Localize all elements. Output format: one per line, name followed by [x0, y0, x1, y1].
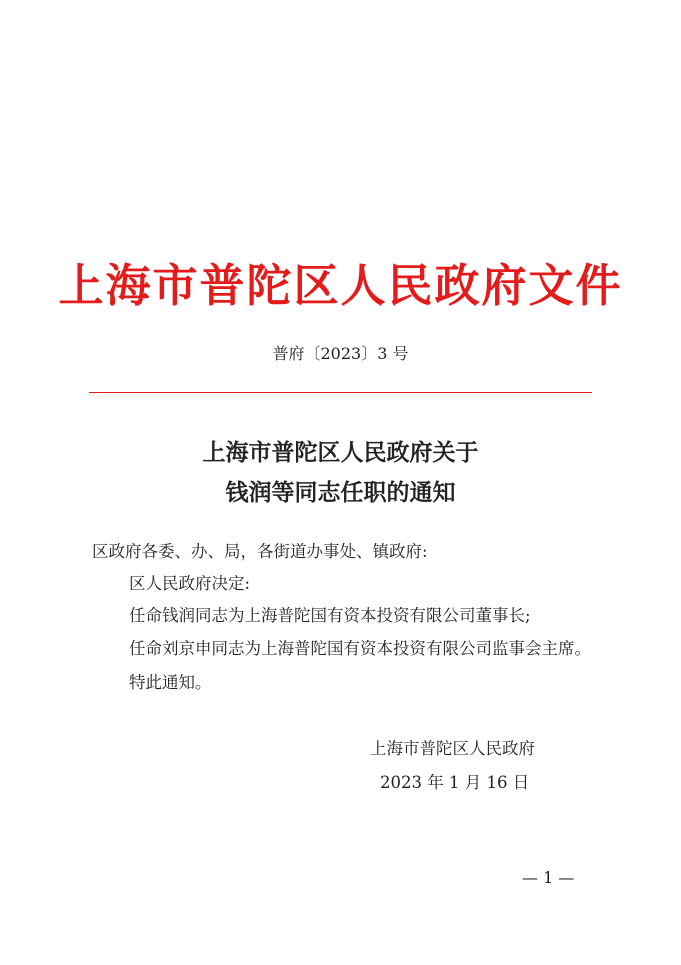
- signature-date: 2023 年 1 月 16 日: [380, 773, 530, 792]
- body-paragraph: 任命钱润同志为上海普陀国有资本投资有限公司董事长;: [129, 606, 531, 625]
- body-paragraph: 任命刘京申同志为上海普陀国有资本投资有限公司监事会主席。: [129, 639, 591, 658]
- page-number-text: — 1 —: [522, 868, 575, 887]
- title-line-1: 上海市普陀区人民政府关于: [202, 439, 479, 466]
- red-divider-line: [89, 392, 592, 393]
- document-masthead: 上海市普陀区人民政府文件: [58, 259, 623, 312]
- title-line-2: 钱润等同志任职的通知: [225, 479, 456, 506]
- body-paragraph: 区人民政府决定:: [129, 574, 251, 593]
- signature-organization: 上海市普陀区人民政府: [370, 739, 535, 758]
- document-number: 普府〔2023〕3 号: [272, 344, 409, 363]
- document-title: [0, 433, 681, 513]
- addressee-line: 区政府各委、办、局，各街道办事处、镇政府:: [92, 542, 428, 561]
- body-paragraph: 特此通知。: [129, 673, 212, 692]
